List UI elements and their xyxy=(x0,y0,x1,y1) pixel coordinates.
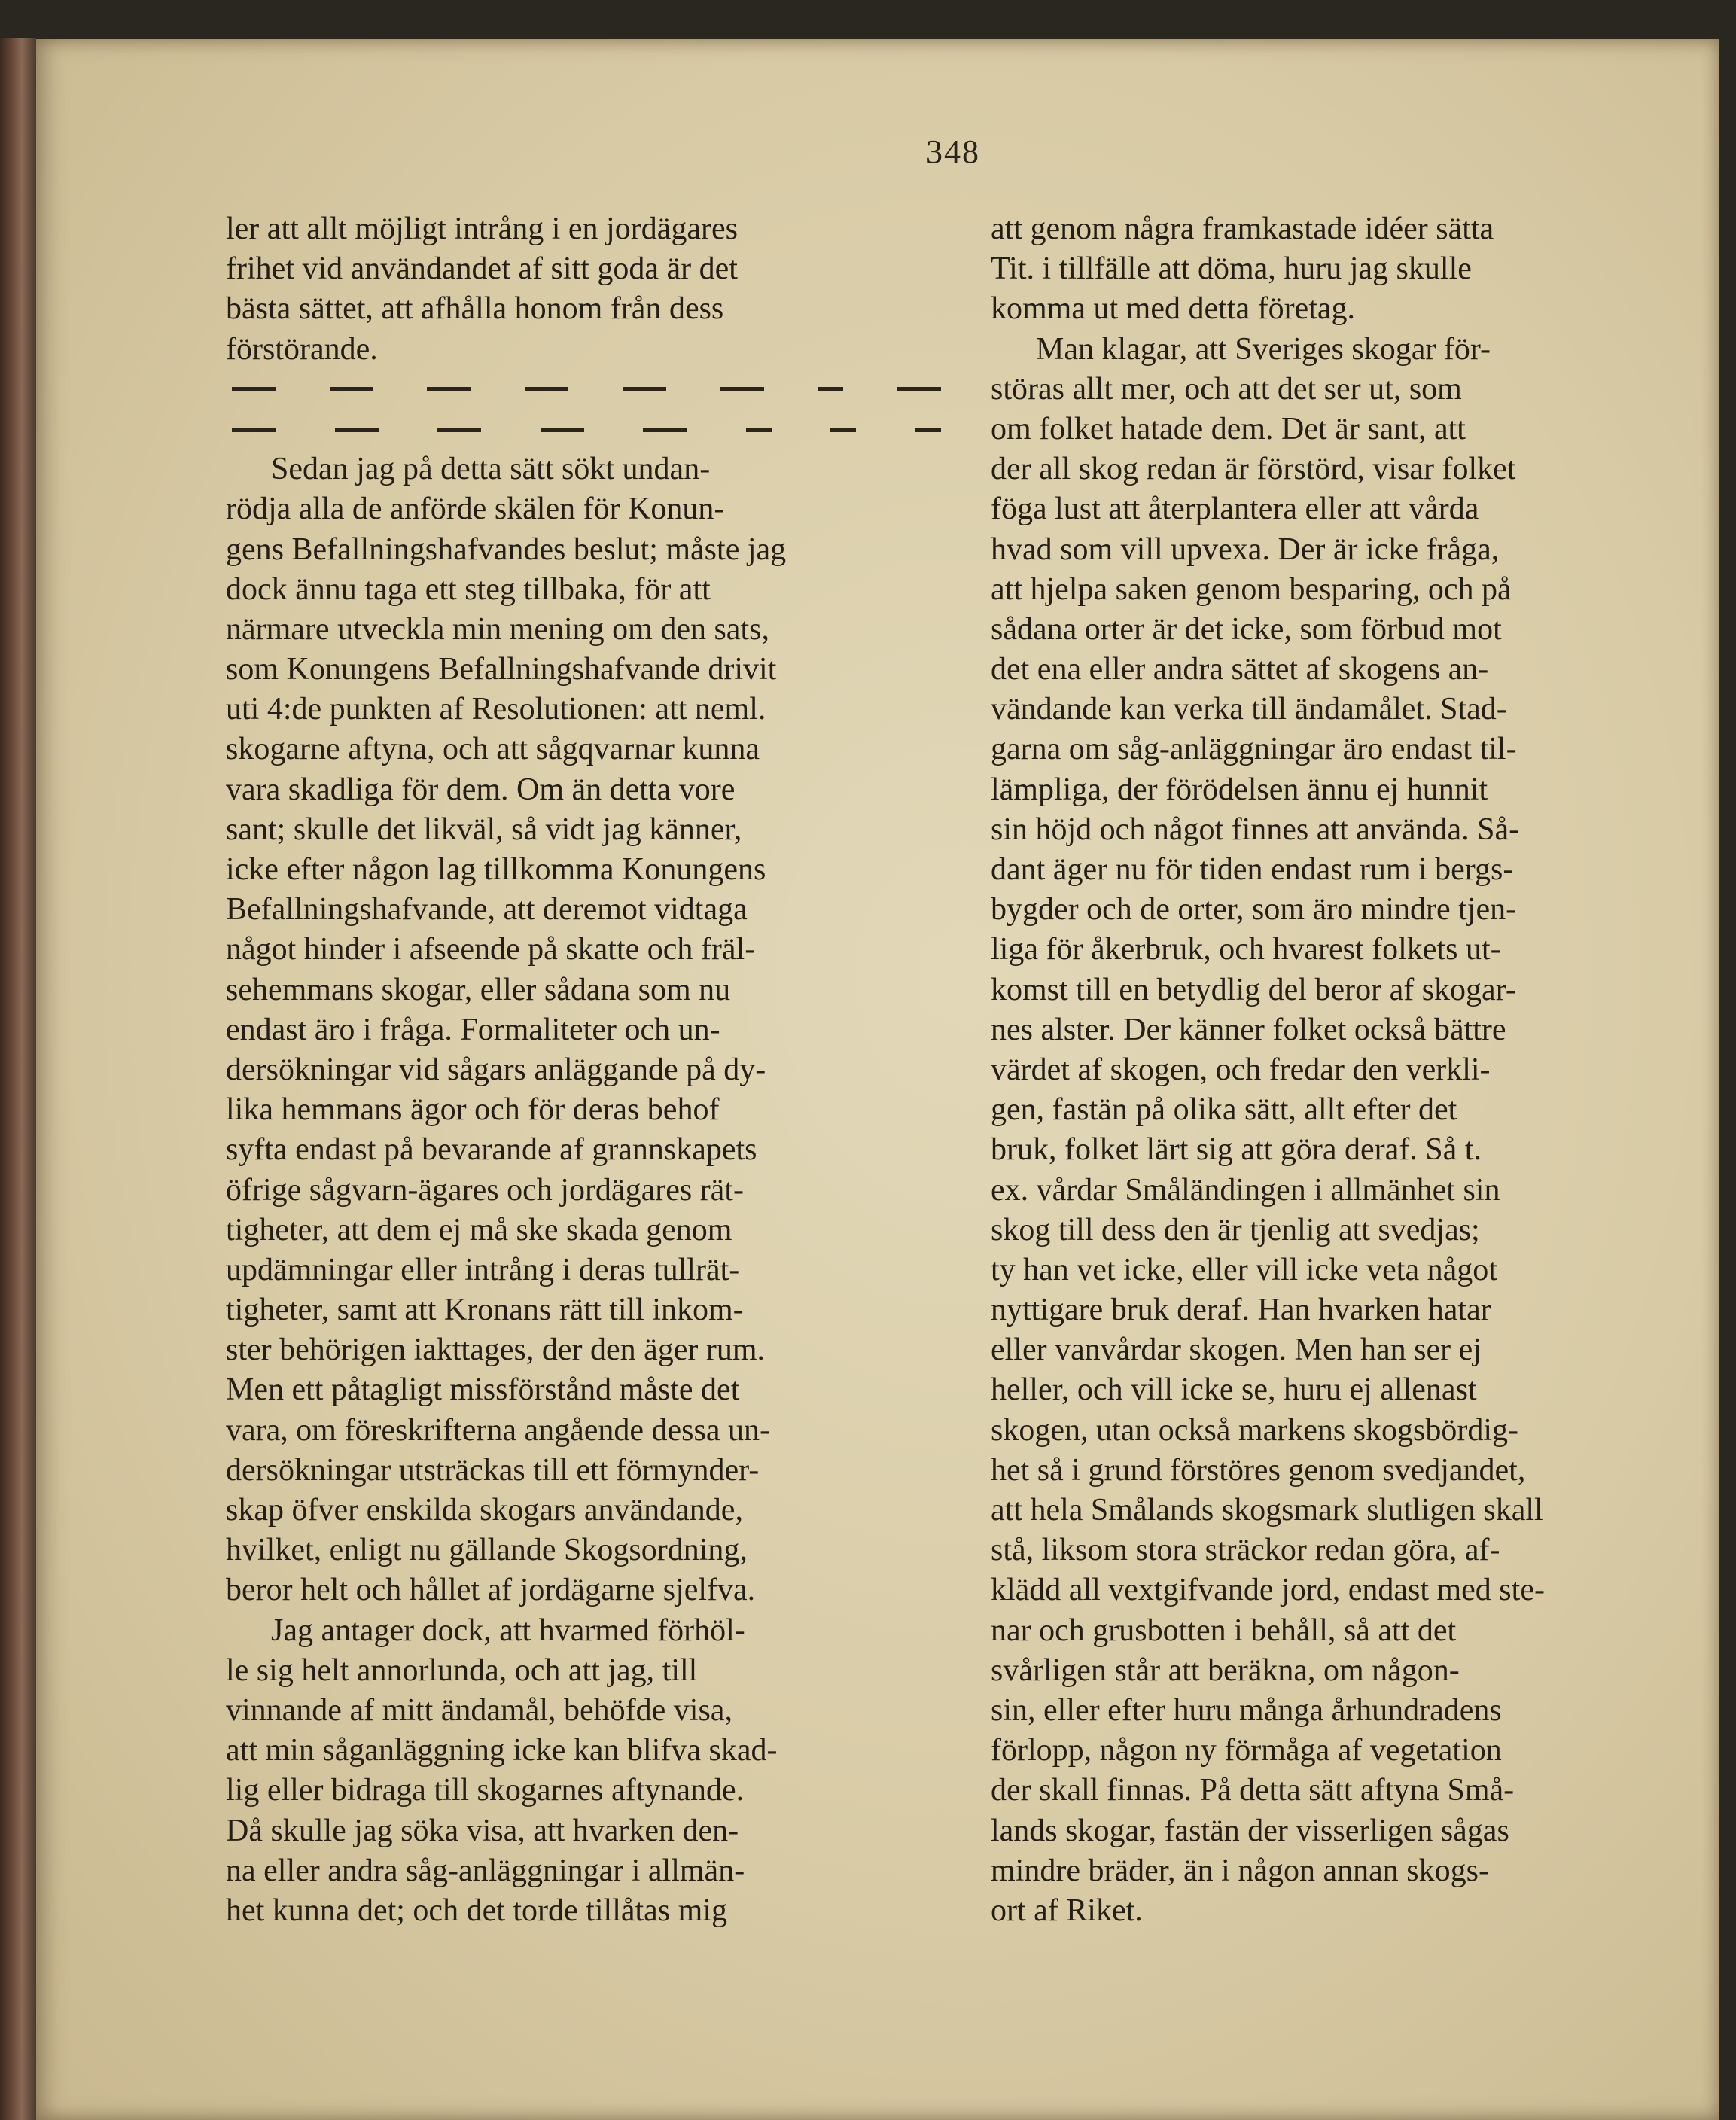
text-line: heller, och vill icke se, huru ej allenast xyxy=(991,1372,1477,1408)
text-line: vinnande af mitt ändamål, behöfde visa, xyxy=(226,1692,732,1728)
text-line: syfta endast på bevarande af grannskapets xyxy=(226,1132,757,1168)
text-line: frihet vid användandet af sitt goda är det xyxy=(226,251,738,287)
text-line: något hinder i afseende på skatte och fräl- xyxy=(226,932,756,967)
text-line: att hela Smålands skogsmark slutligen skall xyxy=(991,1493,1543,1528)
text-line: ty han vet icke, eller vill icke veta något xyxy=(991,1252,1497,1287)
text-line: tigheter, samt att Kronans rätt till inkom- xyxy=(226,1293,744,1328)
dash-mark xyxy=(232,387,276,391)
text-line: ex. vårdar Småländingen i allmänhet sin xyxy=(991,1172,1500,1208)
text-line: öfrige sågvarn-ägares och jordägares rät- xyxy=(226,1172,744,1208)
text-line: komma ut med detta företag. xyxy=(991,291,1356,327)
dash-mark xyxy=(541,428,584,432)
text-line: Men ett påtagligt missförstånd måste det xyxy=(226,1372,740,1408)
dash-mark xyxy=(643,428,687,432)
text-line: nyttigare bruk deraf. Han hvarken hatar xyxy=(991,1293,1491,1328)
text-line: beror helt och hållet af jordägarne sjelfva. xyxy=(226,1573,756,1608)
text-line: na eller andra såg-anläggningar i allmän- xyxy=(226,1853,745,1888)
text-line: Befallningshafvande, att deremot vidtaga xyxy=(226,892,748,928)
text-line: Man klagar, att Sveriges skogar för- xyxy=(1036,331,1491,367)
text-line: skogen, utan också markens skogsbördig- xyxy=(991,1412,1519,1448)
text-line: ort af Riket. xyxy=(991,1893,1143,1928)
text-line: sin höjd och något finnes att använda. Så- xyxy=(991,812,1520,847)
dash-mark xyxy=(830,428,856,432)
text-line: värdet af skogen, och fredar den verkli- xyxy=(991,1052,1491,1087)
text-line: dock ännu taga ett steg tillbaka, för att xyxy=(226,571,711,607)
text-line: föga lust att återplantera eller att vårda xyxy=(991,492,1479,527)
text-line: komst till en betydlig del beror af skogar- xyxy=(991,972,1516,1007)
text-line: att min såganläggning icke kan blifva skad- xyxy=(226,1733,778,1768)
text-line: updämningar eller intrång i deras tullrät- xyxy=(226,1252,740,1287)
dash-mark xyxy=(915,428,941,432)
text-line: sehemmans skogar, eller sådana som nu xyxy=(226,972,731,1007)
text-line: att hjelpa saken genom besparing, och på xyxy=(991,571,1512,607)
dash-mark xyxy=(720,387,764,391)
text-line: sin, eller efter huru många århundradens xyxy=(991,1692,1502,1728)
dash-mark xyxy=(746,428,772,432)
text-line: Jag antager dock, att hvarmed förhöl- xyxy=(271,1613,745,1648)
text-line: gens Befallningshafvandes beslut; måste jag xyxy=(226,532,787,567)
text-line: lands skogar, fastän der visserligen sågas xyxy=(991,1813,1509,1848)
text-line: mindre bräder, än i någon annan skogs- xyxy=(991,1853,1489,1888)
text-line: icke efter någon lag tillkomma Konungens xyxy=(226,852,766,887)
text-line: le sig helt annorlunda, och att jag, till xyxy=(226,1652,698,1688)
page-number: 348 xyxy=(926,133,980,170)
text-line: förlopp, någon ny förmåga af vegetation xyxy=(991,1733,1502,1768)
text-line: skogarne aftyna, och att sågqvarnar kunna xyxy=(226,732,760,767)
text-line: bästa sättet, att afhålla honom från dess xyxy=(226,291,724,327)
text-line: lämpliga, der förödelsen ännu ej hunnit xyxy=(991,772,1488,807)
text-line: om folket hatade dem. Det är sant, att xyxy=(991,411,1466,446)
text-line: nar och grusbotten i behåll, så att det xyxy=(991,1613,1457,1648)
right-text-column xyxy=(991,209,1689,1931)
text-line: hvilket, enligt nu gällande Skogsordning, xyxy=(226,1533,748,1568)
text-line: eller vanvårdar skogen. Men han ser ej xyxy=(991,1333,1482,1368)
text-line: der all skog redan är förstörd, visar folket xyxy=(991,452,1516,487)
text-line: Då skulle jag söka visa, att hvarken den- xyxy=(226,1813,739,1848)
text-line: att genom några framkastade idéer sätta xyxy=(991,212,1494,246)
text-line: ler att allt möjligt intrång i en jordägares xyxy=(226,212,738,246)
text-line: förstörande. xyxy=(226,331,378,367)
text-line: sant; skulle det likväl, så vidt jag känner, xyxy=(226,812,742,847)
text-line: Sedan jag på detta sätt sökt undan- xyxy=(271,452,711,487)
text-line: skog till dess den är tjenlig att svedjas; xyxy=(991,1212,1480,1247)
text-line: garna om såg-anläggningar äro endast til- xyxy=(991,732,1517,767)
text-line: ster behörigen iakttages, der den äger rum. xyxy=(226,1333,766,1368)
text-line: der skall finnas. På detta sätt aftyna Små- xyxy=(991,1773,1515,1808)
text-line: dersökningar vid sågars anläggande på dy- xyxy=(226,1052,766,1087)
dash-mark xyxy=(232,428,276,432)
dash-separator-row xyxy=(226,410,947,449)
text-line: liga för åkerbruk, och hvarest folkets ut- xyxy=(991,932,1501,967)
dash-mark xyxy=(897,387,941,391)
dash-mark xyxy=(525,387,568,391)
dash-mark xyxy=(330,387,373,391)
text-line: vändande kan verka till ändamålet. Stad- xyxy=(991,692,1507,727)
text-line: närmare utveckla min mening om den sats, xyxy=(226,611,769,647)
text-line: vara skadliga för dem. Om än detta vore xyxy=(226,772,736,807)
text-line: lika hemmans ägor och för deras behof xyxy=(226,1092,720,1128)
text-line: het så i grund förstöres genom svedjandet, xyxy=(991,1452,1526,1488)
text-line: dersökningar utsträckas till ett förmynder- xyxy=(226,1452,760,1488)
text-line: lig eller bidraga till skogarnes aftynande. xyxy=(226,1773,745,1808)
dash-mark xyxy=(818,387,843,391)
book-spine xyxy=(0,38,36,2120)
text-line: vara, om föreskrifterna angående dessa un- xyxy=(226,1412,771,1448)
text-line: hvad som vill upvexa. Der är icke fråga, xyxy=(991,532,1500,567)
text-line: skap öfver enskilda skogars användande, xyxy=(226,1493,743,1528)
text-line: Tit. i tillfälle att döma, huru jag skulle xyxy=(991,251,1472,287)
text-line: gen, fastän på olika sätt, allt efter det xyxy=(991,1092,1457,1128)
text-line: störas allt mer, och att det ser ut, som xyxy=(991,371,1462,407)
text-line: het kunna det; och det torde tillåtas mig xyxy=(226,1893,727,1928)
text-line: bygder och de orter, som äro mindre tjen- xyxy=(991,892,1517,928)
text-line: det ena eller andra sättet af skogens an- xyxy=(991,652,1489,687)
text-line: som Konungens Befallningshafvande drivit xyxy=(226,652,777,687)
text-line: bruk, folket lärt sig att göra deraf. Så t. xyxy=(991,1132,1482,1168)
text-line: svårligen står att beräkna, om någon- xyxy=(991,1652,1460,1688)
dash-mark xyxy=(437,428,481,432)
dash-mark xyxy=(427,387,471,391)
text-line: rödja alla de anförde skälen för Konun- xyxy=(226,492,725,527)
text-line: endast äro i fråga. Formaliteter och un- xyxy=(226,1012,720,1047)
text-line: dant äger nu för tiden endast rum i bergs- xyxy=(991,852,1514,887)
dash-mark xyxy=(623,387,666,391)
text-line: stå, liksom stora sträckor redan göra, af- xyxy=(991,1533,1500,1568)
dash-mark xyxy=(335,428,379,432)
text-line: nes alster. Der känner folket också bättre xyxy=(991,1012,1506,1047)
text-line: sådana orter är det icke, som förbud mot xyxy=(991,611,1502,647)
text-line: uti 4:de punkten af Resolutionen: att neml. xyxy=(226,692,766,727)
dash-separator-row xyxy=(226,370,947,410)
text-line: tigheter, att dem ej må ske skada genom xyxy=(226,1212,732,1247)
left-text-column xyxy=(226,209,947,1931)
text-line: klädd all vextgifvande jord, endast med ste- xyxy=(991,1573,1545,1608)
